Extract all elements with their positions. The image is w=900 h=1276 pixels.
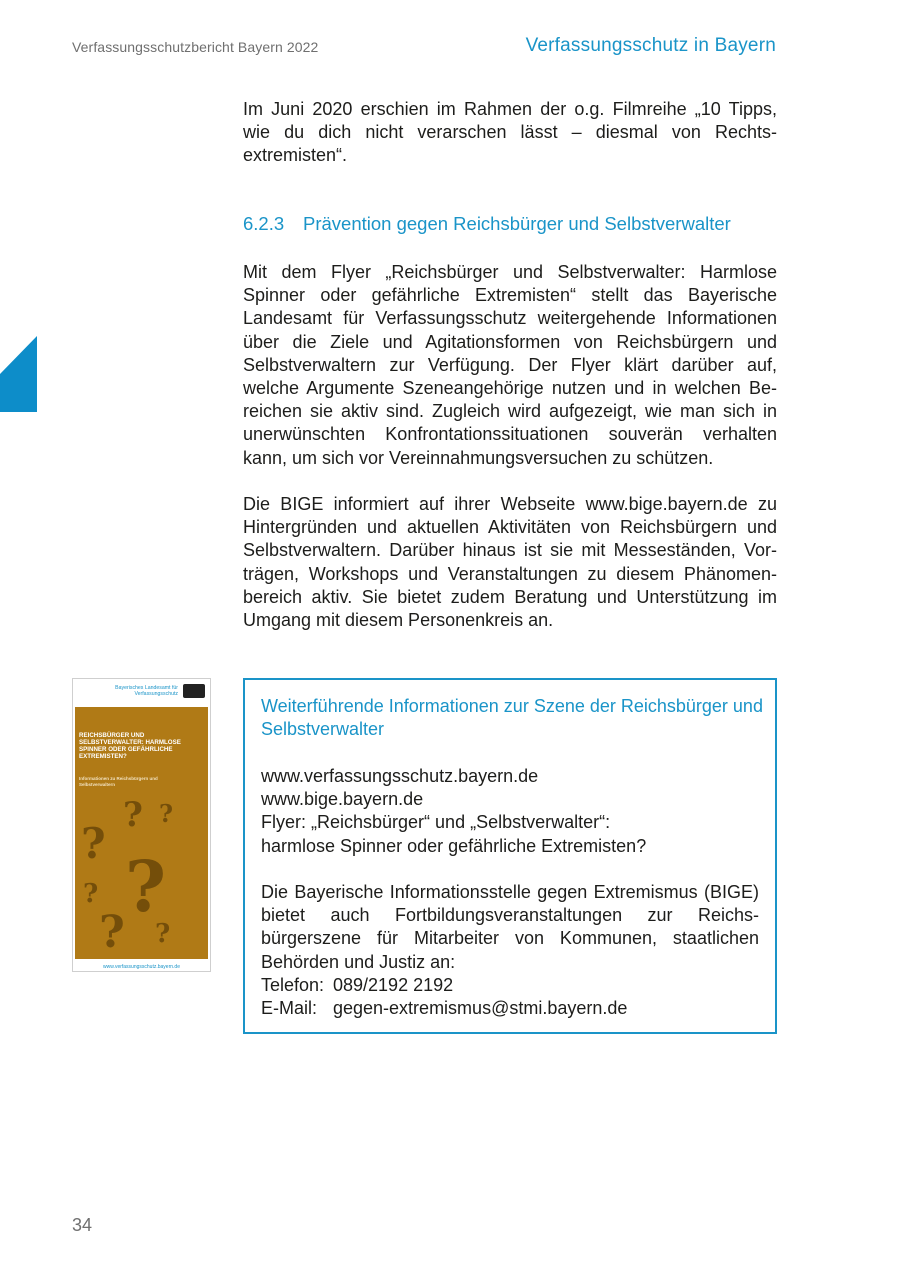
question-mark-icon: ?	[99, 907, 125, 958]
flyer-cover-image	[72, 678, 211, 972]
page-number: 34	[72, 1215, 93, 1235]
question-mark-icon: ?	[159, 799, 174, 828]
phone-label: Telefon:	[261, 975, 325, 995]
bavarian-crest-icon	[183, 684, 205, 698]
info-box-links	[261, 765, 761, 858]
further-information-box	[243, 678, 777, 1034]
section-number: 6.2.3	[243, 213, 285, 234]
running-header-left: Verfassungsschutzbericht Bayern 2022	[72, 39, 319, 55]
flyer-reference-line: harmlose Spinner oder gefährliche Extremisten?	[261, 835, 647, 856]
contact-phone	[261, 974, 453, 997]
section-heading	[243, 213, 803, 235]
flyer-subtitle: Informationen zu Reichsbürgern und Selbstverwaltern	[79, 776, 158, 787]
email-address[interactable]: gegen-extremismus@stmi.bayern.de	[333, 998, 628, 1018]
question-mark-icon: ?	[155, 919, 171, 949]
chapter-side-marker	[0, 336, 37, 412]
flyer-url: www.verfassungsschutz.bayern.de	[103, 964, 180, 970]
question-mark-icon: ?	[83, 879, 99, 909]
phone-number[interactable]: 089/2192 2192	[333, 975, 454, 995]
section-title: Prävention gegen Reichsbürger und Selbstverwalter	[303, 213, 731, 234]
info-box-paragraph: Die Bayerische Informationsstelle gegen Extremismus (BIGE) bietet auch Fortbildungsveranstaltungen zur Reichsbürgerszene für Mitarbeiter von Kommunen, staatlichen Behörden und Justiz an:	[261, 882, 759, 972]
contact-email	[261, 997, 627, 1020]
link-bige[interactable]: www.bige.bayern.de	[261, 789, 424, 810]
question-mark-icon: ?	[81, 819, 106, 868]
info-box-title: Weiterführende Informationen zur Szene der Reichsbürger und Selbstverwalter	[261, 696, 763, 740]
flyer-reference-line: Flyer: „Reichsbürger“ und „Selbstverwalter“:	[261, 812, 611, 833]
question-mark-icon: ?	[125, 845, 167, 928]
intro-paragraph: Im Juni 2020 erschien im Rahmen der o.g. Filmreihe „10 Tipps, wie du dich nicht verarschen lässt – diesmal von Rechtsextremisten“.	[243, 99, 777, 166]
flyer-title: REICHSBÜRGER UND SELBSTVERWALTER: HARMLOSE SPINNER ODER GEFÄHRLICHE EXTREMISTEN?	[79, 732, 181, 760]
flyer-publisher: Bayerisches Landesamt für Verfassungsschutz	[115, 685, 178, 697]
question-mark-icon: ?	[123, 795, 143, 835]
email-label: E-Mail:	[261, 998, 318, 1018]
flyer-cover-panel	[75, 707, 208, 959]
link-verfassungsschutz[interactable]: www.verfassungsschutz.bayern.de	[261, 766, 539, 786]
running-header-right: Verfassungsschutz in Bayern	[525, 35, 776, 56]
bige-paragraph: Die BIGE informiert auf ihrer Webseite www.bige.bayern.de zu Hintergründen und aktuellen Aktivitäten von Reichsbürgern und Selbstverwaltern. Darüber hinaus ist sie mit Messeständen, Vorträgen, Workshops und Veranstaltungen zu diesem Phänomenbereich aktiv. Sie bietet zudem Beratung und Unterstützung im Umgang mit diesem Personenkreis an.	[243, 494, 777, 631]
flyer-description-paragraph: Mit dem Flyer „Reichsbürger und Selbstverwalter: Harmlose Spinner oder gefährliche Extremisten“ stellt das Bayerische Landesamt für Verfassungsschutz weitergehende Informationen über die Ziele und Agitationsformen von Reichsbürgern und Selbstverwaltern zur Verfügung. Der Flyer klärt darüber auf, welche Argumente Szeneangehörige nutzen und in welchen Bereichen sie aktiv sind. Zugleich wird aufgezeigt, wie man sich in unerwünschten Konfrontationssituationen souverän verhalten kann, um sich vor Vereinnahmungsversuchen zu schützen.	[243, 262, 777, 468]
